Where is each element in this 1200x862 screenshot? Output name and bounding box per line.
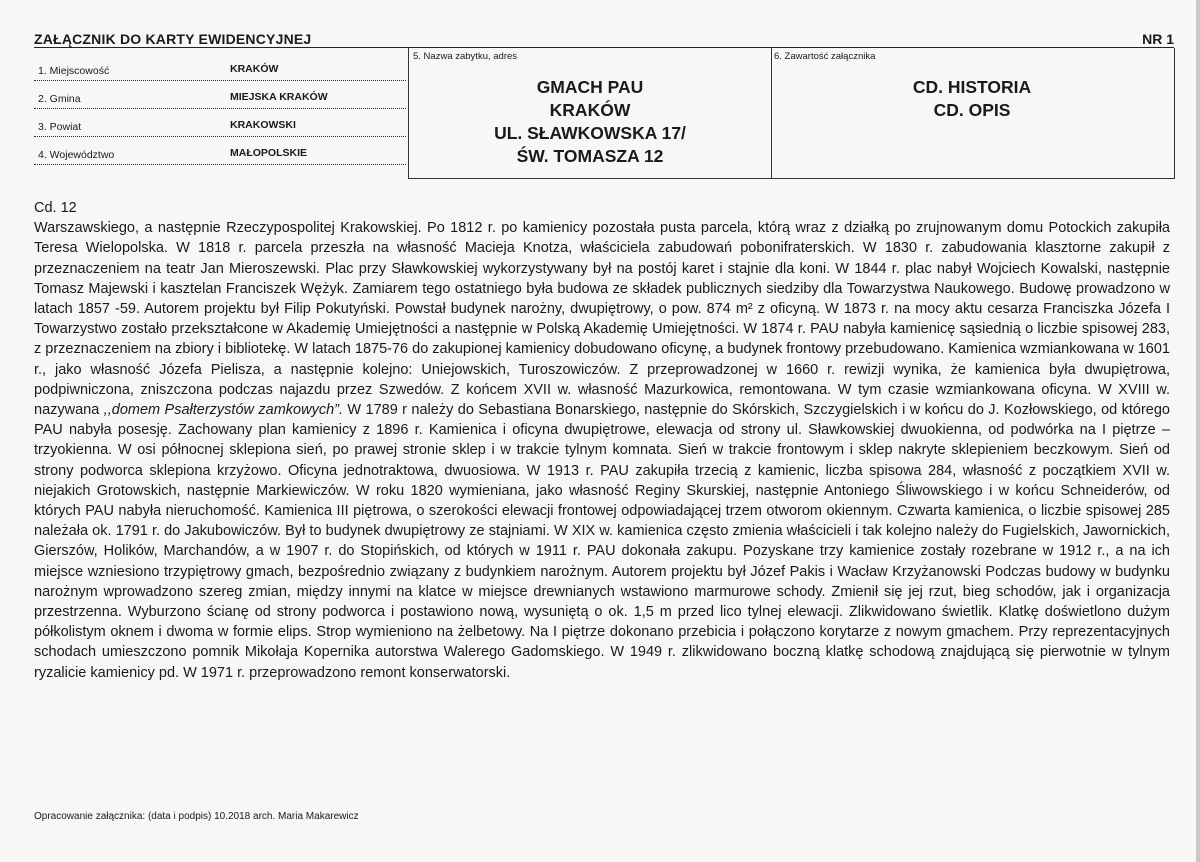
- continuation-label: Cd. 12: [34, 200, 77, 216]
- text-part: Warszawskiego, a następnie Rzeczypospolitej Krakowskiej. Po 1812 r. po kamienicy pozostała pusta parcela, którą wraz z działką po zrujnowanym domu Potockich zakupiła Teresa Wielopolska. W 1818 r. parcela przeszła na własność Macieja Knotza, właściciela zabudowań pobonifraterskich. W 1830 r. zabudowania klasztorne zakupił z przeznaczeniem na teatr Jan Mieroszewski. Plac przy Sławkowskiej wykorzystywany był na postój karet i stajnie dla koni. W 1844 r. plac nabył Wojciech Kowalski, następnie Tomasz Majewski i kasztelan Franciszek Wężyk. Zamiarem tego ostatniego była budowa ze składek publicznych siedziby dla Towarzystwa Naukowego. Budowę prowadzono w latach 1857 -59. Autorem projektu był Filip Pokutyński. Powstał budynek narożny, dwupiętrowy, o pow. 874 m² z oficyną. W 1873 r. na mocy aktu cesarza Franciszka Józefa I Towarzystwo zostało przekształcone w Akademię Umiejętności a następnie w Polską Akademię Umiejętności. W 1874 r. PAU nabyła kamienicę sąsiednią o liczbie spisowej 283, z przeznaczeniem na zbiory i bibliotekę. W latach 1875-76 do zakupionej kamienicy dobudowano oficynę, a budynek frontowy przebudowano. Kamienica wzmiankowana w 1601 r., jako własność Józefa Pielisza, a następnie kolejno: Uniejowskich, Turoszowiczów. Z przeprowadzonej w 1660 r. rewizji wynika, że kamienica była dwupiętrowa, podpiwniczona, zniszczona podczas najazdu przez Szwedów. Z końcem XVII w. własność Mazurkowica, remontowana. W tym czasie wzmiankowana oficyna. W XVIII w. nazywana: [34, 220, 1170, 419]
- contents-label: 6. Zawartość załącznika: [774, 51, 876, 62]
- field-value: KRAKOWSKI: [230, 119, 296, 131]
- field-label: 1. Miejscowość: [38, 65, 110, 77]
- monument-name-address: [409, 76, 771, 168]
- monument-line: ŚW. TOMASZA 12: [516, 146, 664, 166]
- monument-name-label: 5. Nazwa zabytku, adres: [413, 51, 518, 62]
- history-paragraph: [34, 218, 1170, 683]
- field-label: 2. Gmina: [38, 93, 81, 105]
- field-label: 3. Powiat: [38, 121, 82, 133]
- location-fields: [34, 58, 406, 178]
- field-value: KRAKÓW: [230, 63, 279, 75]
- prepared-by: Opracowanie załącznika: (data i podpis) 10.2018 arch. Maria Makarewicz: [34, 811, 359, 822]
- field-value: MAŁOPOLSKIE: [230, 147, 308, 159]
- quoted-name: ,,domem Psałterzystów zamkowych”.: [103, 402, 343, 419]
- field-row-locality: [34, 58, 406, 81]
- text-part: W 1789 r należy do Sebastiana Bonarskiego, następnie do Skórskich, Szczygielskich i w końcu do J. Kozłowskiego, od którego PAU nabyła posesję. Zachowany plan kamienicy z 1896 r. Kamienica i oficyna dwupiętrowe, elewacja od strony ul. Sławkowskiej dwuokienna, od podwórka na I piętrze – trzyokienna. W osi północnej sklepiona sień, po prawej stronie sklep i w trakcie tylnym komnata. Sień w trakcie frontowym i sklep nakryte sklepieniem beczkowym. Sień od strony podworca sklepiona krzyżowo. Oficyna jednotraktowa, dwuosiowa. W 1913 r. PAU zakupiła trzecią z kamienic, liczba spisowa 284, własność z początkiem XVII w. niejakich Grotowskich, następnie Markiewiczów. W roku 1820 wymieniana, jako własność Reginy Skurskiej, następnie Antoniego Śliwowskiego i w końcu Schneiderów, od których PAU nabyła nieruchomość. Kamienica III piętrowa, o szerokości elewacji frontowej odpowiadającej trzem otworom okiennym. Czwarta kamienica, o liczbie spisowej 285 należała ok. 1791 r. do Jakubowiczów. Był to budynek dwupiętrowy ze stajniami. W XIX w. kamienica często zmienia właścicieli i tak kolejno należy do Fugielskich, Jawornickich, Gierszów, Holików, Marchandów, a w 1907 r. do Stopińskich, od których w 1911 r. PAU dokonała zakupu. Pozyskane trzy kamienice zostały rozebrane w 1912 r., a na ich miejsce wzniesiono trzypiętrowy gmach, bezpośrednio związany z budynkiem narożnym. Autorem projektu był Józef Pakis i Wacław Krzyżanowski Podczas budowy w budynku narożnym wprowadzono szereg zmian, między innymi na klatce w miejsce drewnianych wstawiono marmurowe schody. Zmienił się jej rzut, bieg schodów, jak i organizacja przestrzenna. Wyburzono ścianę od strony podworca i postawiono nową, wysuniętą o ok. 1,5 m przed lico tylnej elewacji. Zlikwidowano świetlik. Klatkę doświetlono dużym półkolistym oknem i dwoma w formie elips. Strop wymieniono na żelbetowy. Na I piętrze dokonano przebicia i połączono korytarze z nowym gmachem. Przy reprezentacyjnych schodach umieszczono pomnik Mikołaja Kopernika autorstwa Walerego Gadomskiego. W 1949 r. zlikwidowano boczną klatkę schodową znajdującą się pierwotnie w tylnym ryzalicie kamienicy pd. W 1971 r. przeprowadzono remont konserwatorski.: [34, 402, 1170, 681]
- field-row-district: [34, 114, 406, 137]
- monument-line: UL. SŁAWKOWSKA 17/: [494, 123, 686, 143]
- monument-line: GMACH PAU: [536, 77, 644, 97]
- field-label: 4. Województwo: [38, 149, 115, 161]
- body-text: [34, 198, 1170, 683]
- attachment-number: NR 1: [1142, 31, 1174, 47]
- monument-line: KRAKÓW: [549, 100, 631, 120]
- document-title: ZAŁĄCZNIK DO KARTY EWIDENCYJNEJ: [34, 31, 312, 47]
- contents-box: [770, 48, 1175, 179]
- scan-edge: [1196, 0, 1200, 862]
- contents-line: CD. OPIS: [933, 100, 1011, 120]
- field-row-voivodeship: [34, 142, 406, 165]
- contents-line: CD. HISTORIA: [912, 77, 1032, 97]
- monument-name-box: [408, 48, 772, 179]
- field-value: MIEJSKA KRAKÓW: [230, 91, 328, 103]
- field-row-commune: [34, 86, 406, 109]
- contents-lines: [770, 76, 1174, 122]
